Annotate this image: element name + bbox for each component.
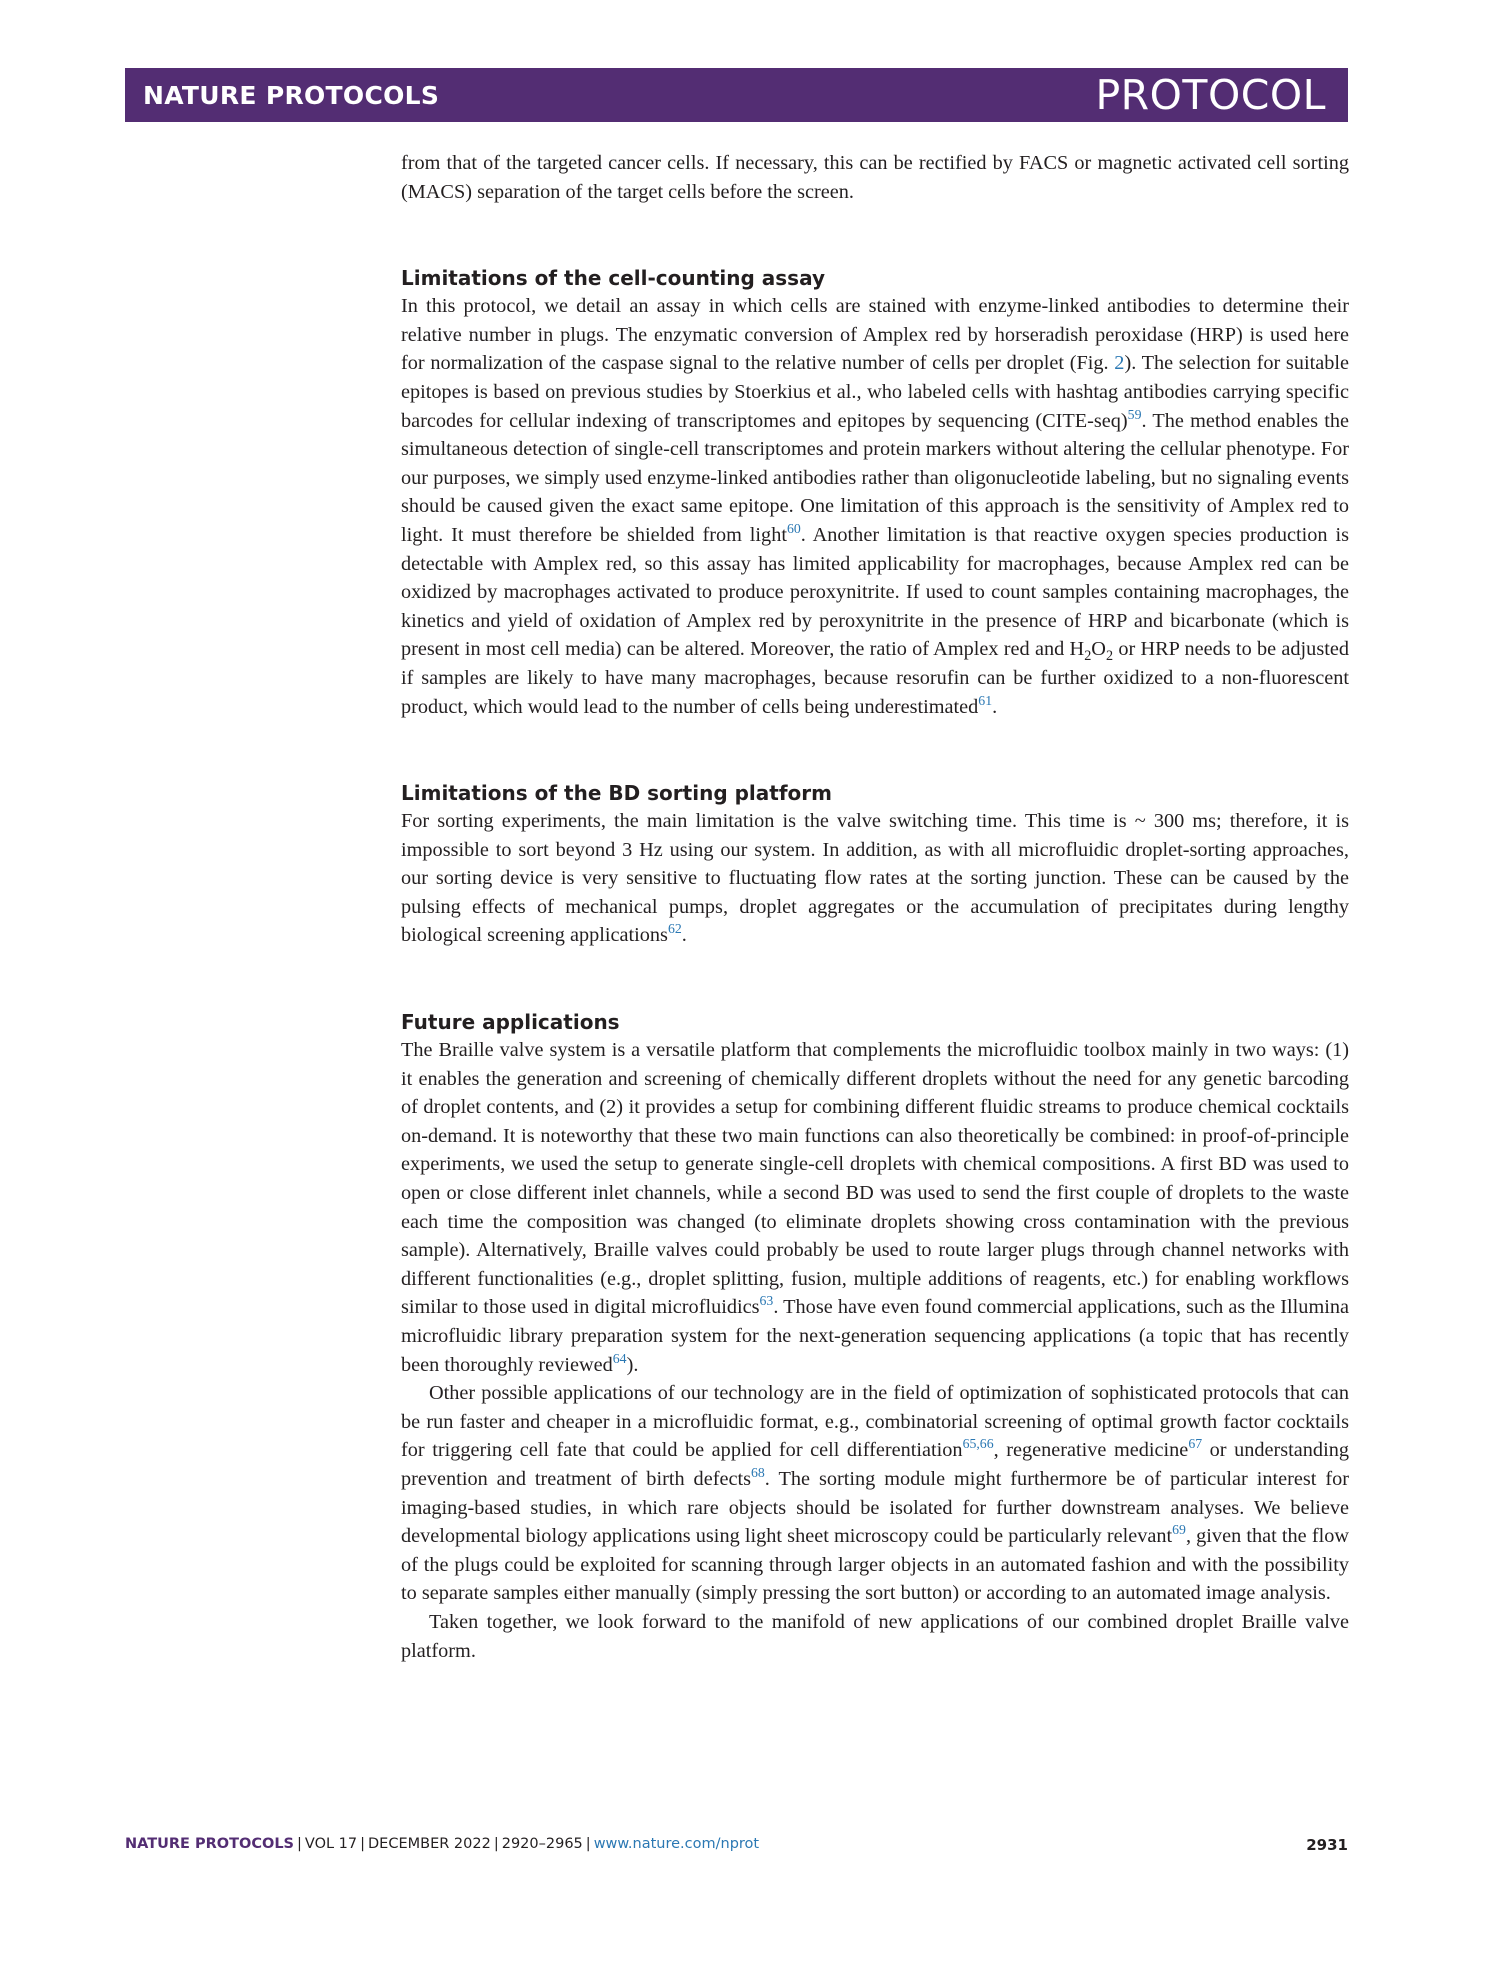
section-heading-future-applications: Future applications: [401, 1010, 620, 1035]
section-heading-cell-counting: Limitations of the cell-counting assay: [401, 266, 826, 291]
reference-link-67[interactable]: 67: [1188, 1436, 1203, 1452]
footer-journal: NATURE PROTOCOLS: [125, 1836, 295, 1852]
reference-link-60[interactable]: 60: [786, 521, 801, 537]
footer-date: DECEMBER 2022: [368, 1836, 491, 1852]
page-number: 2931: [1306, 1836, 1348, 1854]
reference-link-62[interactable]: 62: [667, 921, 682, 937]
figure-link-2[interactable]: 2: [1114, 352, 1125, 375]
reference-link-65-66[interactable]: 65,66: [962, 1436, 994, 1452]
footer-url-link[interactable]: www.nature.com/nprot: [593, 1836, 760, 1852]
reference-link-63[interactable]: 63: [759, 1293, 774, 1309]
article-body: [401, 149, 1349, 1665]
reference-link-61[interactable]: 61: [978, 692, 993, 708]
footer-pages: 2920–2965: [501, 1836, 583, 1852]
footer-volume: VOL 17: [304, 1836, 358, 1852]
paragraph-future-3: Taken together, we look forward to the manifold of new applications of our combined droplet Braille valve platform.: [401, 1610, 1349, 1662]
reference-link-59[interactable]: 59: [1127, 406, 1142, 422]
chemical-formula-h2o2: $H_2O_2$: [1069, 638, 1114, 665]
header-bar: [125, 68, 1348, 122]
paragraph-future-1: The Braille valve system is a versatile platform that complements the microfluidic toolbox mainly in two ways: (1) it enables the generation and screening of chemically different droplets without the need for any genetic barcoding of droplet contents, and (2) it provides a setup for combining different fluidic streams to produce chemical cocktails on-demand. It is noteworthy that these two main functions can also theoretically be combined: in proof-of-principle experiments, we used the setup to generate single-cell droplets with chemical compositions. A first BD was used to open or close different inlet channels, while a second BD was used to send the first couple of droplets to the waste each time the composition was changed (to eliminate droplets showing cross contamination with the previous sample). Alternatively, Braille valves could probably be used to route larger plugs through channel networks with different functionalities (e.g., droplet splitting, fusion, multiple additions of reagents, etc.) for enabling workflows similar to those used in digital microfluidics$^{63}$. Those have even found commercial applications, such as the Illumina microfluidic library preparation system for the next-generation sequencing applications (a topic that has recently been thoroughly reviewed$^{64}$).: [401, 1039, 1350, 1376]
journal-name: NATURE PROTOCOLS: [143, 81, 440, 110]
intro-paragraph: from that of the targeted cancer cells. If necessary, this can be rectified by FACS or magnetic activated cell sorting (MACS) separation of the target cells before the screen.: [401, 152, 1349, 203]
paragraph-future-2: Other possible applications of our technology are in the field of optimization of sophisticated protocols that can be run faster and cheaper in a microfluidic format, e.g., combinatorial screening of optimal growth factor cocktails for triggering cell fate that could be applied for cell differentiation$^{65,66}$, regenerative medicine$^{67}$ or understanding prevention and treatment of birth defects$^{68}$. The sorting module might furthermore be of particular interest for imaging-based studies, in which rare objects should be isolated for further downstream analyses. We believe developmental biology applications using light sheet microscopy could be particularly relevant$^{69}$, given that the flow of the plugs could be exploited for scanning through larger objects in an automated fashion and with the possibility to separate samples either manually (simply pressing the sort button) or according to an automated image analysis.: [401, 1382, 1349, 1605]
page-footer: NATURE PROTOCOLS | VOL 17 | DECEMBER 2022 | 2920–2965 | www.nature.com/nprot 2931: [125, 1836, 1348, 1854]
article-type: PROTOCOL: [1095, 71, 1326, 119]
paragraph-bd-sorting: For sorting experiments, the main limitation is the valve switching time. This time is ~ 300 ms; therefore, it is impossible to sort beyond 3 Hz using our system. In addition, as with all microfluidic droplet-sorting approaches, our sorting device is very sensitive to fluctuating flow rates at the sorting junction. These can be caused by the pulsing effects of mechanical pumps, droplet aggregates or the accumulation of precipitates during lengthy biological screening applications$^{62}$.: [401, 810, 1349, 947]
section-heading-bd-sorting: Limitations of the BD sorting platform: [401, 781, 832, 806]
paragraph-cell-counting: In this protocol, we detail an assay in which cells are stained with enzyme-linked antibodies to determine their relative number in plugs. The enzymatic conversion of Amplex red by horseradish peroxidase (HRP) is used here for normalization of the caspase signal to the relative number of cells per droplet (Fig. 2). The selection for suitable epitopes is based on previous studies by Stoerkius et al., who labeled cells with hashtag antibodies carrying specific barcodes for cellular indexing of transcriptomes and epitopes by sequencing (CITE-seq)$^{59}$. The method enables the simultaneous detection of single-cell transcriptomes and protein markers without altering the cellular phenotype. For our purposes, we simply used enzyme-linked antibodies rather than oligonucleotide labeling, but no signaling events should be caused given the exact same epitope. One limitation of this approach is the sensitivity of Amplex red to light. It must therefore be shielded from light$^{60}$. Another limitation is that reactive oxygen species production is detectable with Amplex red, so this assay has limited applicability for macrophages, because Amplex red can be oxidized by macrophages activated to produce peroxynitrite. If used to count samples containing macrophages, the kinetics and yield of oxidation of Amplex red by peroxynitrite in the presence of HRP and bicarbonate (which is present in most cell media) can be altered. Moreover, the ratio of Amplex red and $H_2O_2$ or HRP needs to be adjusted if samples are likely to have many macrophages, because resorufin can be further oxidized to a non-fluorescent product, which would lead to the number of cells being underestimated$^{61}$.: [401, 295, 1350, 718]
reference-link-68[interactable]: 68: [751, 1465, 765, 1481]
reference-link-69[interactable]: 69: [1172, 1522, 1186, 1538]
reference-link-64[interactable]: 64: [612, 1350, 627, 1366]
